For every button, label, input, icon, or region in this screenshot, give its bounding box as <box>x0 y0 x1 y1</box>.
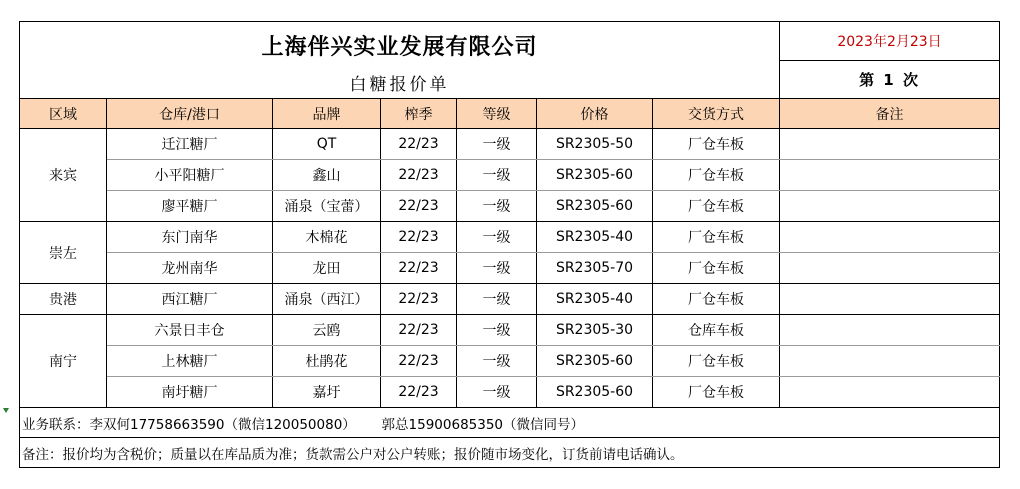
grade-cell[interactable]: 一级 <box>457 284 537 315</box>
season-cell[interactable]: 22/23 <box>381 377 457 408</box>
season-cell[interactable]: 22/23 <box>381 284 457 315</box>
grade-cell[interactable]: 一级 <box>457 129 537 160</box>
warehouse-cell[interactable]: 南圩糖厂 <box>107 377 273 408</box>
delivery-cell[interactable]: 厂仓车板 <box>653 346 780 377</box>
price-cell[interactable]: SR2305-60 <box>537 191 653 222</box>
col-header-grade[interactable]: 等级 <box>457 99 537 129</box>
warehouse-cell[interactable]: 上林糖厂 <box>107 346 273 377</box>
sheet-subtitle: 白糖报价单 <box>349 75 450 95</box>
brand-cell[interactable]: QT <box>273 129 381 160</box>
col-header-price[interactable]: 价格 <box>537 99 653 129</box>
grade-cell[interactable]: 一级 <box>457 346 537 377</box>
grade-cell[interactable]: 一级 <box>457 315 537 346</box>
delivery-cell[interactable]: 厂仓车板 <box>653 284 780 315</box>
delivery-cell[interactable]: 厂仓车板 <box>653 253 780 284</box>
table-row <box>20 315 1000 346</box>
grade-cell[interactable]: 一级 <box>457 253 537 284</box>
remark-info[interactable]: 备注：报价均为含税价；质量以在库品质为准；货款需公户对公户转账；报价随市场变化，订货前请电话确认。 <box>20 438 1000 468</box>
cell-comment-marker-icon <box>3 408 9 413</box>
table-row <box>20 160 1000 191</box>
price-cell[interactable]: SR2305-60 <box>537 160 653 191</box>
season-cell[interactable]: 22/23 <box>381 129 457 160</box>
warehouse-cell[interactable]: 廖平糖厂 <box>107 191 273 222</box>
brand-cell[interactable]: 涌泉（西江） <box>273 284 381 315</box>
col-header-region[interactable]: 区域 <box>20 99 107 129</box>
delivery-cell[interactable]: 厂仓车板 <box>653 129 780 160</box>
title-block <box>20 22 780 99</box>
grade-cell[interactable]: 一级 <box>457 377 537 408</box>
warehouse-cell[interactable]: 龙州南华 <box>107 253 273 284</box>
note-cell[interactable] <box>780 191 1000 222</box>
season-cell[interactable]: 22/23 <box>381 222 457 253</box>
warehouse-cell[interactable]: 西江糖厂 <box>107 284 273 315</box>
region-cell[interactable]: 南宁 <box>20 315 107 408</box>
table-row <box>20 377 1000 408</box>
quote-times[interactable]: 第 1 次 <box>780 61 1000 99</box>
table-row <box>20 284 1000 315</box>
brand-cell[interactable]: 嘉圩 <box>273 377 381 408</box>
table-row <box>20 222 1000 253</box>
price-cell[interactable]: SR2305-60 <box>537 377 653 408</box>
col-header-delivery[interactable]: 交货方式 <box>653 99 780 129</box>
season-cell[interactable]: 22/23 <box>381 315 457 346</box>
col-header-brand[interactable]: 品牌 <box>273 99 381 129</box>
brand-cell[interactable]: 木棉花 <box>273 222 381 253</box>
note-cell[interactable] <box>780 315 1000 346</box>
delivery-cell[interactable]: 厂仓车板 <box>653 191 780 222</box>
warehouse-cell[interactable]: 迁江糖厂 <box>107 129 273 160</box>
delivery-cell[interactable]: 厂仓车板 <box>653 160 780 191</box>
warehouse-cell[interactable]: 六景日丰仓 <box>107 315 273 346</box>
price-cell[interactable]: SR2305-40 <box>537 222 653 253</box>
season-cell[interactable]: 22/23 <box>381 160 457 191</box>
company-name: 上海伴兴实业发展有限公司 <box>261 35 538 60</box>
warehouse-cell[interactable]: 小平阳糖厂 <box>107 160 273 191</box>
contact-info[interactable]: 业务联系：李双何17758663590（微信120050080） 郭总15900685350（微信同号） <box>20 408 1000 438</box>
note-cell[interactable] <box>780 129 1000 160</box>
table-row <box>20 253 1000 284</box>
grade-cell[interactable]: 一级 <box>457 160 537 191</box>
table-row <box>20 346 1000 377</box>
brand-cell[interactable]: 鑫山 <box>273 160 381 191</box>
table-row <box>20 191 1000 222</box>
price-table <box>19 21 1000 468</box>
season-cell[interactable]: 22/23 <box>381 191 457 222</box>
remark-row <box>20 438 1000 468</box>
season-cell[interactable]: 22/23 <box>381 346 457 377</box>
brand-cell[interactable]: 龙田 <box>273 253 381 284</box>
price-cell[interactable]: SR2305-40 <box>537 284 653 315</box>
grade-cell[interactable]: 一级 <box>457 222 537 253</box>
region-cell[interactable]: 崇左 <box>20 222 107 284</box>
season-cell[interactable]: 22/23 <box>381 253 457 284</box>
quote-date[interactable]: 2023年2月23日 <box>780 22 1000 61</box>
note-cell[interactable] <box>780 284 1000 315</box>
price-cell[interactable]: SR2305-60 <box>537 346 653 377</box>
note-cell[interactable] <box>780 160 1000 191</box>
price-cell[interactable]: SR2305-50 <box>537 129 653 160</box>
column-header-row <box>20 99 1000 129</box>
table-row <box>20 129 1000 160</box>
col-header-note[interactable]: 备注 <box>780 99 1000 129</box>
price-cell[interactable]: SR2305-30 <box>537 315 653 346</box>
contact-row <box>20 408 1000 438</box>
col-header-warehouse[interactable]: 仓库/港口 <box>107 99 273 129</box>
region-cell[interactable]: 来宾 <box>20 129 107 222</box>
note-cell[interactable] <box>780 377 1000 408</box>
delivery-cell[interactable]: 厂仓车板 <box>653 222 780 253</box>
brand-cell[interactable]: 杜鹃花 <box>273 346 381 377</box>
price-cell[interactable]: SR2305-70 <box>537 253 653 284</box>
brand-cell[interactable]: 云鸥 <box>273 315 381 346</box>
note-cell[interactable] <box>780 346 1000 377</box>
warehouse-cell[interactable]: 东门南华 <box>107 222 273 253</box>
note-cell[interactable] <box>780 253 1000 284</box>
brand-cell[interactable]: 涌泉（宝蕾） <box>273 191 381 222</box>
col-header-season[interactable]: 榨季 <box>381 99 457 129</box>
price-sheet <box>19 21 999 468</box>
delivery-cell[interactable]: 仓库车板 <box>653 315 780 346</box>
delivery-cell[interactable]: 厂仓车板 <box>653 377 780 408</box>
region-cell[interactable]: 贵港 <box>20 284 107 315</box>
grade-cell[interactable]: 一级 <box>457 191 537 222</box>
note-cell[interactable] <box>780 222 1000 253</box>
